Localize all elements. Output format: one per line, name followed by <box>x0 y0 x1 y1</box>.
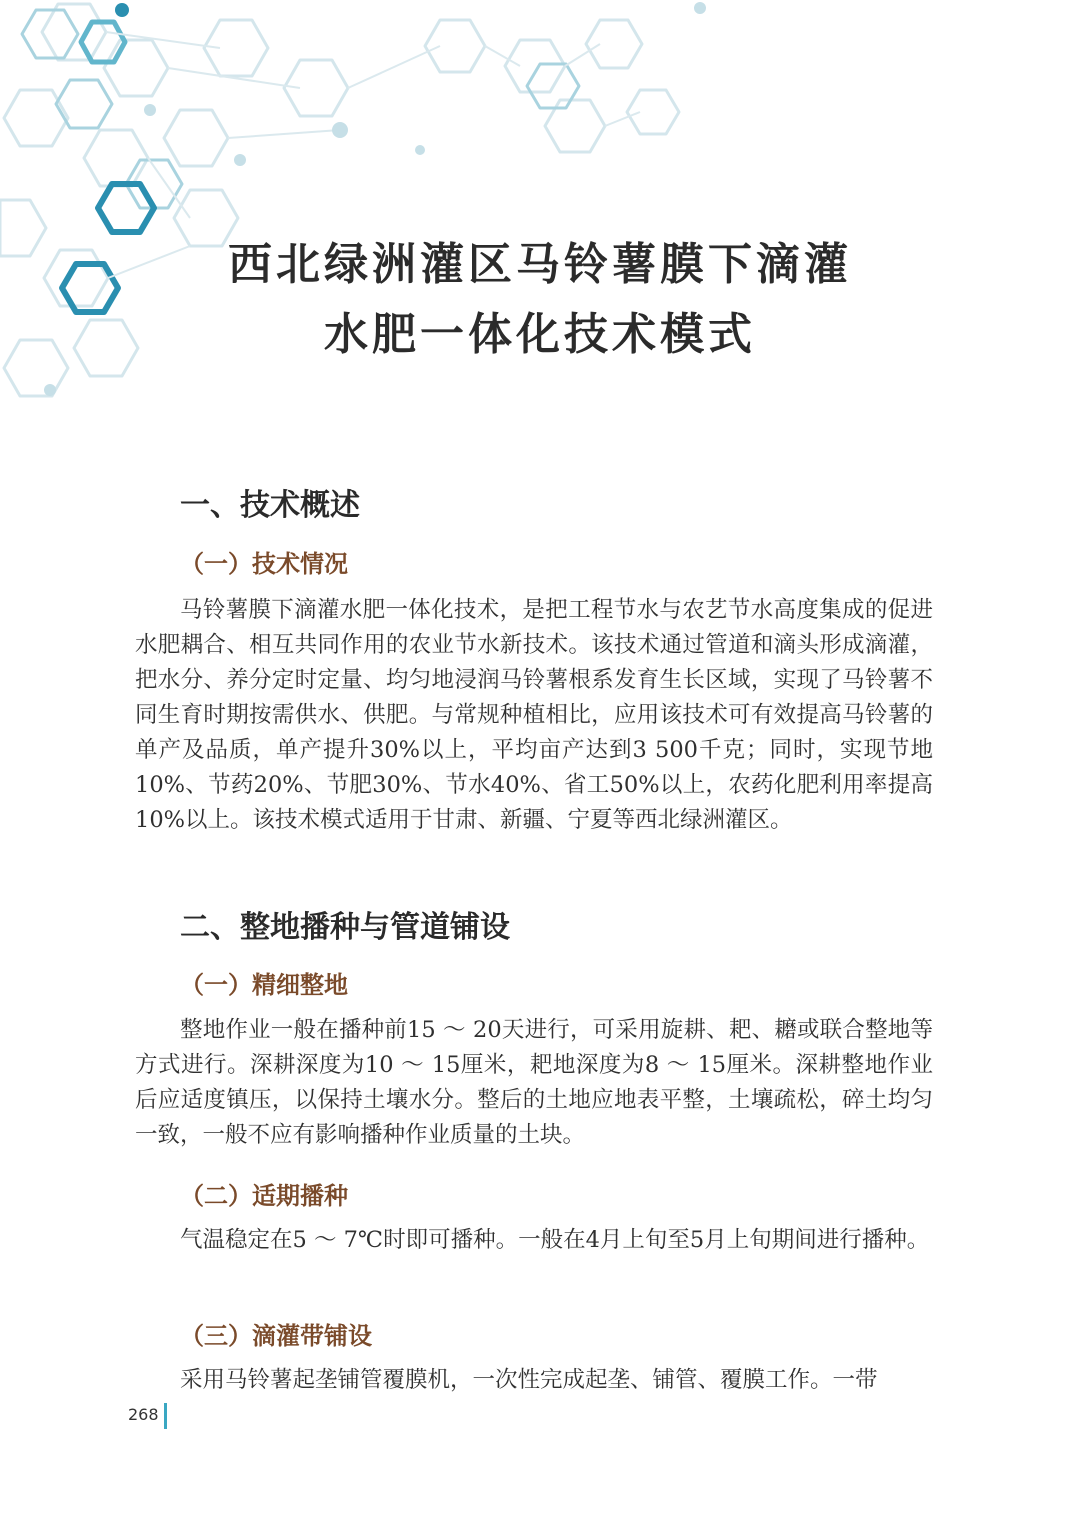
subsection-heading: （一）精细整地 <box>180 971 348 999</box>
page-number-bar <box>164 1403 167 1429</box>
page-number: 268 <box>128 1405 159 1424</box>
body-paragraph: 马铃薯膜下滴灌水肥一体化技术，是把工程节水与农艺节水高度集成的促进水肥耦合、相互共同作用的农业节水新技术。该技术通过管道和滴头形成滴灌，把水分、养分定时定量、均匀地浸润马铃薯根系发育生长区域，实现了马铃薯不同生育时期按需供水、供肥。与常规种植相比，应用该技术可有效提高马铃薯的单产及品质，单产提升30%以上，平均亩产达到3 500千克；同时，实现节地10%、节药20%、节肥30%、节水40%、省工50%以上，农药化肥利用率提高10%以上。该技术模式适用于甘肃、新疆、宁夏等西北绿洲灌区。 <box>135 597 933 833</box>
body-paragraph: 气温稳定在5 ～ 7℃时即可播种。一般在4月上旬至5月上旬期间进行播种。 <box>180 1227 930 1253</box>
document-title-line-1: 西北绿洲灌区马铃薯膜下滴灌 <box>228 239 852 290</box>
section-heading: 二、整地播种与管道铺设 <box>180 910 510 945</box>
subsection-heading: （三）滴灌带铺设 <box>180 1322 372 1350</box>
section-heading: 一、技术概述 <box>180 488 360 523</box>
document-title-line-2: 水肥一体化技术模式 <box>324 309 756 360</box>
body-paragraph: 采用马铃薯起垄铺管覆膜机，一次性完成起垄、铺管、覆膜工作。一带 <box>180 1367 878 1393</box>
subsection-heading: （一）技术情况 <box>180 550 348 578</box>
body-paragraph: 整地作业一般在播种前15 ～ 20天进行，可采用旋耕、耙、耱或联合整地等方式进行。深耕深度为10 ～ 15厘米，耙地深度为8 ～ 15厘米。深耕整地作业后应适度镇压，以保持土壤水分。整后的土地应地表平整，土壤疏松，碎土均匀一致，一般不应有影响播种作业质量的土块。 <box>135 1017 933 1148</box>
subsection-heading: （二）适期播种 <box>180 1182 348 1210</box>
